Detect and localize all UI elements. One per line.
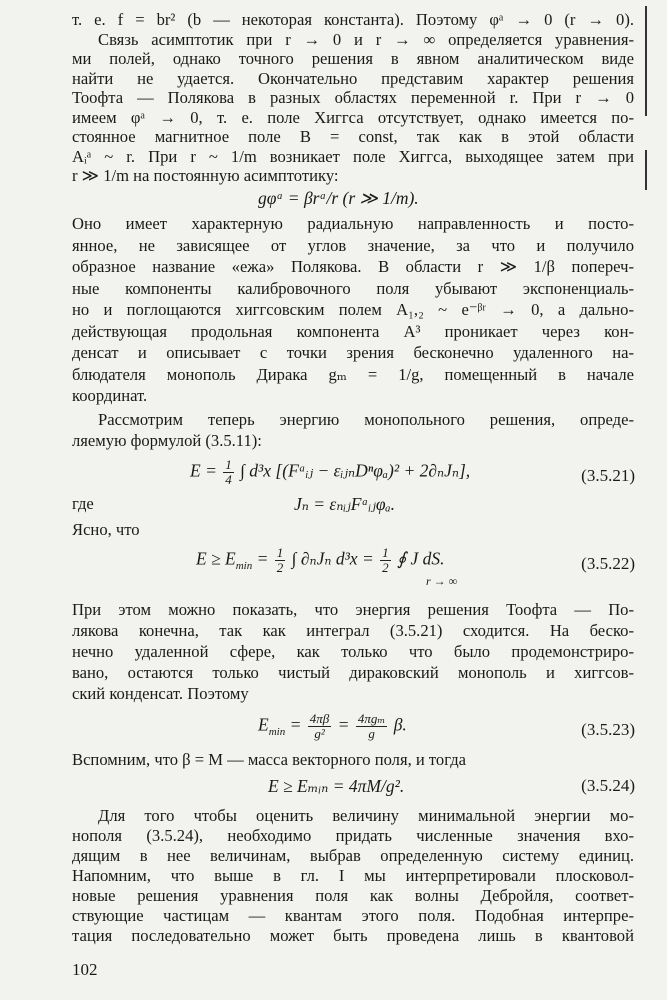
equation-3-5-23 [258, 712, 407, 744]
text-line: дящим в нее величинам, выбрав определенную систему единиц. [72, 846, 634, 865]
text-line: блюдателя монополь Дирака gₘ = 1/g, помещенный в начале [72, 364, 634, 384]
fraction-denominator: 2 [276, 560, 284, 575]
text-line: ные компоненты калибровочного поля убывают экспоненциаль- [72, 278, 634, 298]
text-line: ми полей, однако точного решения в явном аналитическом виде [72, 49, 634, 68]
text-line: r ≫ 1/m на постоянную асимптотику: [72, 166, 339, 185]
text-line: Связь асимптотик при r → 0 и r → ∞ определяется уравнения- [98, 29, 634, 49]
fraction [356, 712, 388, 741]
text-line: ский конденсат. Поэтому [72, 684, 249, 703]
fraction-denominator: 4 [225, 472, 232, 487]
eq-sign: = [337, 714, 350, 735]
fraction-numerator: 1 [225, 457, 232, 472]
integral-limit: r → ∞ [426, 574, 458, 588]
text-line: Aᵢᵃ ~ r. При r ~ 1/m возникает поле Хиггса, выходящее затем при [72, 146, 634, 166]
fraction-denominator: g [368, 726, 375, 741]
text-line: но и поглощаются хиггсовским полем A₁,₂ ~ e⁻ᵝʳ → 0, а дально- [72, 300, 634, 319]
fraction-numerator: 4πgₘ [357, 711, 386, 726]
text-line: нечно удаленной сфере, как только что было продемонстриро- [72, 642, 634, 661]
fraction [308, 712, 332, 741]
equation-3-5-22 [196, 546, 445, 578]
text-line: Рассмотрим теперь энергию монопольного решения, опреде- [98, 410, 634, 429]
subscript: min [235, 560, 253, 573]
equation-number: (3.5.23) [581, 720, 635, 739]
text-line: лякова конечна, так как интеграл (3.5.21) сходится. На беско- [72, 621, 634, 640]
binding-edge [645, 150, 647, 190]
fraction [223, 458, 234, 487]
equation-number: (3.5.21) [581, 466, 635, 485]
subscript: min [268, 726, 286, 739]
text-line: тация последовательно может быть проведена лишь в квантовой [72, 926, 634, 945]
text-line: Вспомним, что β = M — масса векторного поля, и тогда [72, 750, 467, 769]
text-line: денсат и описывает с точки зрения бесконечно удаленного на- [72, 343, 634, 362]
text-line: т. е. f = br² (b — некоторая константа). Поэтому φᵃ → 0 (r → 0). [72, 10, 634, 29]
eq-lhs: E ≥ E [196, 548, 236, 569]
equation-jn: Jₙ = εₙᵢⱼFᵃᵢⱼφₐ. [294, 494, 396, 514]
eq-lhs: E [258, 714, 269, 735]
fraction-numerator: 1 [382, 545, 389, 560]
text-line: янное, не зависящее от углов значение, за что и получило [72, 235, 634, 255]
eq-integral: ∫ ∂ₙJₙ d³x = [291, 548, 374, 569]
text-line: стоянное магнитное поле B = const, так как в этой области [72, 127, 634, 146]
text-line: образное название «ежа» Полякова. В области r ≫ 1/β попереч- [72, 257, 634, 276]
fraction-numerator: 4πβ [309, 711, 330, 726]
eq-sign: = [256, 548, 269, 569]
eq-lhs: E = [190, 460, 217, 481]
equation-asymptotic: gφᵃ = βrᵃ/r (r ≫ 1/m). [258, 188, 419, 208]
text-line: ляемую формулой (3.5.11): [72, 431, 262, 450]
eq-tail: β. [393, 714, 407, 735]
text-line: имеем φᵃ → 0, т. е. поле Хиггса отсутствует, однако имеется по- [72, 107, 634, 127]
text-line: новые решения уравнения поля как волны Дебройля, соответ- [72, 886, 634, 905]
equation-3-5-21 [190, 458, 470, 487]
text-line: вано, остаются только чистый дираковский монополь и хиггсов- [72, 663, 634, 682]
text-line: Тоофта — Полякова в разных областях переменной r. При r → 0 [72, 88, 634, 107]
text-line: координат. [72, 386, 148, 405]
text-line: нополя (3.5.24), необходимо придать численные значения вхо- [72, 826, 634, 845]
equation-number: (3.5.24) [581, 776, 635, 795]
equation-number: (3.5.22) [581, 554, 635, 573]
text-line: Оно имеет характерную радиальную направленность и посто- [72, 214, 634, 233]
fraction [275, 546, 286, 575]
fraction-numerator: 1 [276, 545, 284, 560]
fraction-denominator: 2 [382, 560, 389, 575]
text-line: Ясно, что [72, 520, 140, 539]
text-line: где [72, 494, 94, 513]
fraction-denominator: g² [314, 726, 325, 741]
binding-edge [645, 6, 647, 116]
text-line: Напомним, что выше в гл. I мы интерпретировали плосковол- [72, 866, 634, 885]
text-line: При этом можно показать, что энергия решения Тоофта — По- [72, 600, 634, 619]
text-line: Для того чтобы оценить величину минимальной энергии мо- [98, 806, 634, 825]
equation-3-5-24: E ≥ Eₘᵢₙ = 4πM/g². [268, 776, 405, 796]
eq-body: ∫ d³x [(Fᵃᵢⱼ − εᵢⱼₙDⁿφₐ)² + 2∂ₙJₙ], [240, 460, 471, 481]
eq-sign: = [289, 714, 302, 735]
text-line: ствующие частицам — квантам этого поля. Подобная интерпре- [72, 906, 634, 925]
eq-contour-integral: ∮ J dS. [397, 548, 445, 569]
page-number: 102 [72, 960, 98, 979]
text-line: найти не удается. Окончательно представим характер решения [72, 68, 634, 88]
fraction [380, 546, 391, 575]
text-line: действующая продольная компонента A³ проникает через кон- [72, 321, 634, 341]
